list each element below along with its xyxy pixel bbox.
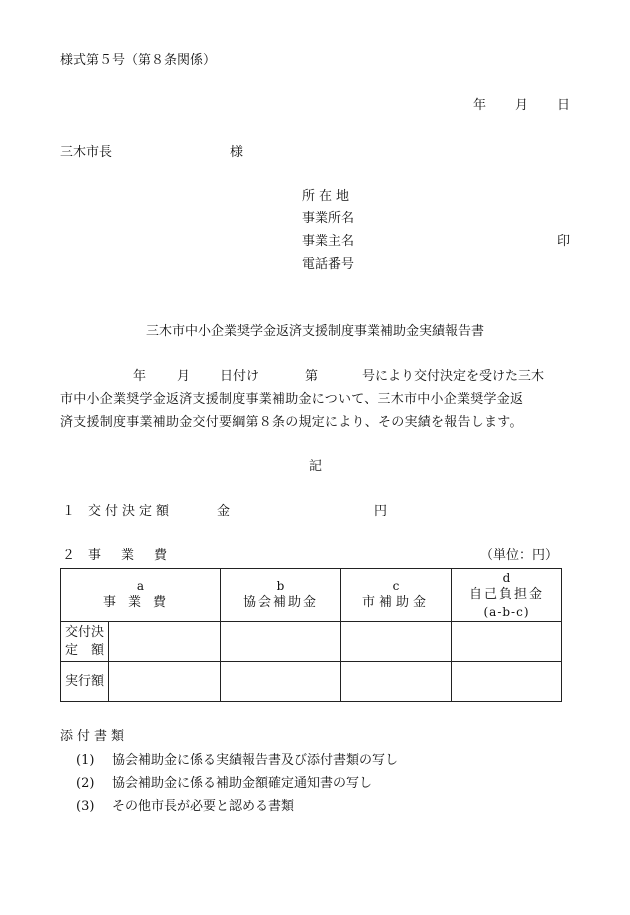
body-line2: 市中小企業奨学金返済支援制度事業補助金について、三木市中小企業奨学金返 <box>60 392 524 407</box>
addressee-name: 三木市長 <box>60 145 113 160</box>
cell-decided-b <box>221 622 341 662</box>
body-dated: 日付け <box>220 369 260 384</box>
cell-actual-d <box>452 662 562 702</box>
date-year-label: 年 <box>473 98 487 113</box>
attachment-number-2: (2) <box>76 776 95 791</box>
seal-mark: 印 <box>557 234 571 249</box>
header-cell-c <box>341 569 452 622</box>
header-label-a: 事業費 <box>102 595 178 611</box>
office-name-label: 事業所名 <box>302 211 355 226</box>
attachments-heading: 添付書類 <box>60 729 129 744</box>
item1-kin: 金 <box>217 504 231 519</box>
cell-decided-a <box>109 622 221 662</box>
phone-label: 電話番号 <box>302 257 355 272</box>
body-dai: 第 <box>305 369 319 384</box>
header-formula-d: (a-b-c) <box>483 604 530 619</box>
header-label-d: 自己負担金 <box>468 587 544 603</box>
item2-label: 事業費 <box>88 548 188 563</box>
cost-table <box>60 568 562 702</box>
attachment-text-2: 協会補助金に係る補助金額確定通知書の写し <box>112 776 373 791</box>
header-cell-d <box>452 569 562 622</box>
header-letter-d: d <box>502 571 511 586</box>
row-label-decided-amount <box>61 622 109 662</box>
date-day-label: 日 <box>557 98 571 113</box>
cell-decided-d <box>452 622 562 662</box>
item1-yen: 円 <box>374 504 388 519</box>
header-cell-a <box>61 569 221 622</box>
item1-number: １ <box>62 504 76 519</box>
addressee-honorific: 様 <box>230 145 244 160</box>
header-letter-b: b <box>276 579 285 594</box>
body-line3: 済支援制度事業補助金交付要綱第８条の規定により、その実績を報告します。 <box>60 415 523 430</box>
header-cell-b <box>221 569 341 622</box>
table-row <box>61 622 562 662</box>
row-label-actual-amount: 実行額 <box>61 662 109 702</box>
document-title: 三木市中小企業奨学金返済支援制度事業補助金実績報告書 <box>145 324 484 339</box>
form-number: 様式第５号（第８条関係） <box>60 53 217 68</box>
ki-heading: 記 <box>309 459 323 474</box>
cell-actual-b <box>221 662 341 702</box>
cell-decided-c <box>341 622 452 662</box>
attachment-text-1: 協会補助金に係る実績報告書及び添付書類の写し <box>112 753 399 768</box>
attachment-number-3: (3) <box>76 799 95 814</box>
item1-label: 交付決定額 <box>88 504 174 519</box>
header-label-c: 市補助金 <box>361 595 430 611</box>
owner-name-label: 事業主名 <box>302 234 355 249</box>
attachment-text-3: その他市長が必要と認める書類 <box>112 799 295 814</box>
cell-actual-a <box>109 662 221 702</box>
cost-table-header-row <box>61 569 562 622</box>
body-year: 年 <box>133 369 147 384</box>
address-label: 所在地 <box>302 189 354 204</box>
table-row <box>61 662 562 702</box>
body-line1-rest: 号により交付決定を受けた三木 <box>362 369 545 384</box>
date-month-label: 月 <box>515 98 529 113</box>
row-label-decided-line1: 交付決 <box>64 624 104 640</box>
attachment-number-1: (1) <box>76 753 95 768</box>
header-label-b: 協会補助金 <box>242 595 318 611</box>
row-label-decided-line2: 定 額 <box>64 642 104 658</box>
header-letter-c: c <box>392 579 400 594</box>
header-letter-a: a <box>136 579 145 594</box>
item2-unit: （単位：円） <box>480 548 559 563</box>
item2-number: ２ <box>62 548 76 563</box>
cell-actual-c <box>341 662 452 702</box>
body-month: 月 <box>177 369 191 384</box>
